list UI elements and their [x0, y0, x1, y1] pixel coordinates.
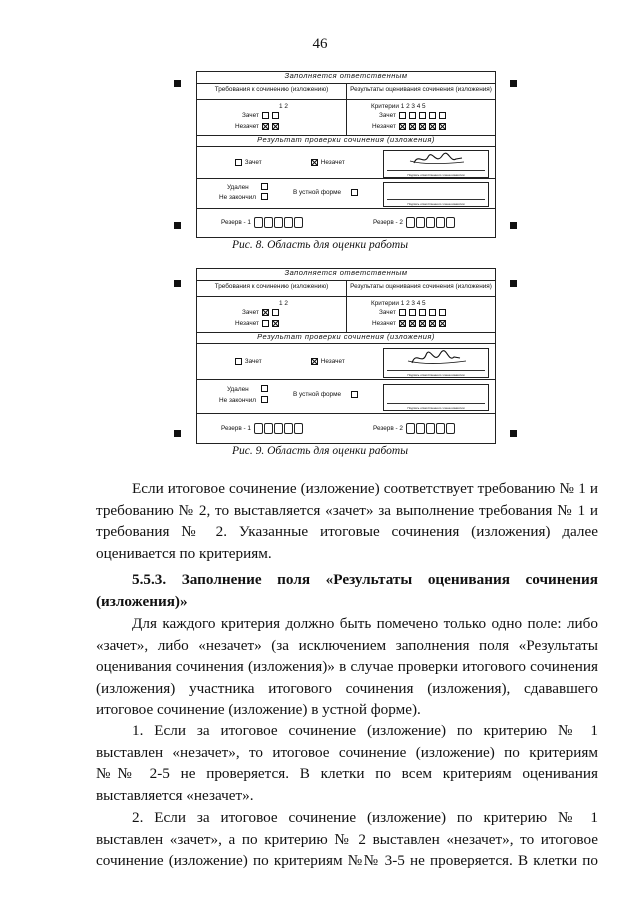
- checkbox[interactable]: [429, 112, 436, 119]
- text-line: (изложения) участника итогового сочинения (изложения), сдававшего: [96, 679, 598, 697]
- figure-8-assessment-area: [196, 71, 496, 238]
- text-line: требованию № 2, то выставляется «зачет» за выполнение требования № 1 и: [96, 501, 598, 519]
- signature-box[interactable]: [383, 348, 489, 378]
- signature-label: Подпись ответственного члена комиссии: [407, 405, 465, 410]
- text-line: итоговое сочинение (изложение) в устной форме).: [96, 701, 421, 718]
- checkbox[interactable]: [262, 320, 269, 327]
- text-line: оценивания сочинения (изложения)» в случае проверки итогового сочинения: [96, 658, 598, 675]
- checkbox[interactable]: [261, 183, 268, 190]
- reserve-cell[interactable]: [436, 217, 445, 228]
- signature-label: Подпись ответственного члена комиссии: [407, 172, 465, 177]
- header-row: [197, 72, 495, 84]
- figure-9-assessment-area: [196, 268, 496, 444]
- checkbox-checked[interactable]: [262, 309, 269, 316]
- reserve2-label: Резерв - 2: [373, 425, 403, 433]
- nezachet-label: Незачет: [235, 123, 259, 131]
- result-nezachet-label: Незачет: [320, 159, 345, 167]
- signature-box[interactable]: [383, 182, 489, 207]
- registration-marker: [174, 222, 181, 229]
- reserve-cell[interactable]: [264, 217, 273, 228]
- reserve-cell[interactable]: [254, 217, 263, 228]
- nezachet-label: Незачет: [372, 123, 396, 131]
- figure-8-caption: Рис. 8. Область для оценки работы: [232, 239, 408, 251]
- checkbox[interactable]: [235, 159, 242, 166]
- page-number: 46: [312, 36, 328, 52]
- checkbox-checked[interactable]: [419, 123, 426, 130]
- heading-line: (изложения)»: [96, 592, 188, 610]
- result-zachet-label: Зачет: [244, 159, 262, 167]
- checkbox[interactable]: [439, 112, 446, 119]
- requirements-header: Требования к сочинению (изложению): [197, 281, 347, 296]
- signature-box[interactable]: [383, 384, 489, 411]
- checkbox[interactable]: [351, 391, 358, 398]
- registration-marker: [510, 80, 517, 87]
- reserve-cell[interactable]: [426, 423, 435, 434]
- results-header: Результаты оценивания сочинения (изложения): [350, 86, 492, 93]
- signature-scribble: [384, 349, 488, 369]
- reserve-cell[interactable]: [436, 423, 445, 434]
- criteria-numbers: 1 2 3 4 5: [400, 103, 426, 110]
- checkbox[interactable]: [429, 309, 436, 316]
- paragraph-one-field-rule: [96, 613, 598, 721]
- reserve-cell[interactable]: [284, 217, 293, 228]
- signature-label: Подпись ответственного члена комиссии: [407, 201, 465, 206]
- reserve-cell[interactable]: [426, 217, 435, 228]
- removed-label: Удален: [227, 184, 249, 191]
- text-line: выставлен «зачет», а по критерию № 2 выставлен «незачет», то итоговое: [96, 830, 598, 848]
- checkbox-checked[interactable]: [311, 159, 318, 166]
- checkbox-checked[interactable]: [439, 123, 446, 130]
- criteria-label: Критерии: [371, 103, 399, 110]
- reserve2-label: Резерв - 2: [373, 219, 403, 227]
- checkbox[interactable]: [261, 396, 268, 403]
- checkbox[interactable]: [399, 309, 406, 316]
- zachet-label: Зачет: [379, 112, 396, 120]
- registration-marker: [510, 430, 517, 437]
- registration-marker: [174, 430, 181, 437]
- signature-line: [387, 403, 485, 404]
- reserve1-label: Резерв - 1: [221, 219, 251, 227]
- requirements-header: Требования к сочинению (изложению): [197, 84, 347, 99]
- check-result-header: Результат проверки сочинения (изложения): [257, 332, 435, 341]
- reserve-cell[interactable]: [274, 217, 283, 228]
- checkbox-checked[interactable]: [272, 123, 279, 130]
- reserve1-label: Резерв - 1: [221, 425, 251, 433]
- text-line: 1. Если за итоговое сочинение (изложение) по критерию № 1: [132, 722, 598, 739]
- text-line: выставляется «незачет».: [96, 786, 254, 804]
- reserve-cell[interactable]: [406, 423, 415, 434]
- checkbox[interactable]: [419, 112, 426, 119]
- checkbox-checked[interactable]: [409, 123, 416, 130]
- reserve-cell[interactable]: [254, 423, 263, 434]
- responsible-header: Заполняется ответственным: [284, 268, 408, 277]
- checkbox-checked[interactable]: [262, 123, 269, 130]
- signature-line: [387, 199, 485, 200]
- reserve-cell[interactable]: [294, 217, 303, 228]
- checkbox-checked[interactable]: [429, 123, 436, 130]
- checkbox[interactable]: [419, 309, 426, 316]
- checkbox[interactable]: [409, 112, 416, 119]
- registration-marker: [510, 222, 517, 229]
- results-header: Результаты оценивания сочинения (изложения): [350, 283, 492, 290]
- reserve-cell[interactable]: [264, 423, 273, 434]
- checkbox-checked[interactable]: [399, 320, 406, 327]
- removed-label: Удален: [227, 386, 249, 393]
- reserve-cell[interactable]: [416, 423, 425, 434]
- checkbox[interactable]: [439, 309, 446, 316]
- checkbox[interactable]: [399, 112, 406, 119]
- signature-line: [387, 370, 485, 371]
- checkbox[interactable]: [351, 189, 358, 196]
- checkbox-checked[interactable]: [272, 320, 279, 327]
- checkbox-checked[interactable]: [399, 123, 406, 130]
- requirement-numbers: 1 2: [279, 103, 288, 110]
- checkbox-checked[interactable]: [419, 320, 426, 327]
- paragraph-rule-2: [96, 807, 598, 872]
- checkbox[interactable]: [272, 309, 279, 316]
- reserve-cell[interactable]: [284, 423, 293, 434]
- registration-marker: [174, 280, 181, 287]
- checkbox-checked[interactable]: [311, 358, 318, 365]
- text-line: 2. Если за итоговое сочинение (изложение) по критерию № 1: [132, 809, 598, 826]
- section-heading: [96, 569, 598, 612]
- responsible-header: Заполняется ответственным: [284, 71, 408, 80]
- nezachet-label: Незачет: [372, 320, 396, 328]
- signature-box[interactable]: [383, 150, 489, 178]
- oral-form-label: В устной форме: [293, 189, 342, 197]
- reserve-cell[interactable]: [406, 217, 415, 228]
- oral-form-label: В устной форме: [293, 391, 342, 399]
- criteria-numbers: 1 2 3 4 5: [400, 300, 426, 307]
- paragraph-rule-1: [96, 720, 598, 806]
- requirement-numbers: 1 2: [279, 300, 288, 307]
- paragraph-criteria-intro: [96, 478, 598, 564]
- checkbox[interactable]: [261, 193, 268, 200]
- text-line: Если итоговое сочинение (изложение) соответствует требованию № 1 и: [132, 480, 598, 497]
- signature-line: [387, 170, 485, 171]
- check-result-header: Результат проверки сочинения (изложения): [257, 135, 435, 144]
- result-nezachet-label: Незачет: [320, 358, 345, 366]
- text-line: Для каждого критерия должно быть помечено только одно поле: либо: [132, 615, 598, 632]
- text-line: сочинение (изложение) по критериям №№ 3-5 не проверяется. В клетки по: [96, 852, 598, 869]
- signature-scribble: [384, 151, 488, 169]
- reserve-cell[interactable]: [416, 217, 425, 228]
- reserve-cell[interactable]: [446, 423, 455, 434]
- criteria-label: Критерии: [371, 300, 399, 307]
- checkbox[interactable]: [235, 358, 242, 365]
- heading-line: 5.5.3. Заполнение поля «Результаты оценивания сочинения: [132, 571, 598, 588]
- checkbox[interactable]: [272, 112, 279, 119]
- checkbox-checked[interactable]: [439, 320, 446, 327]
- text-line: требования № 2. Указанные итоговые сочинения (изложения) далее: [96, 523, 598, 540]
- checkbox[interactable]: [409, 309, 416, 316]
- zachet-label: Зачет: [379, 309, 396, 317]
- nezachet-label: Незачет: [235, 320, 259, 328]
- not-completed-label: Не закончил: [219, 194, 257, 201]
- zachet-label: Зачет: [242, 112, 259, 120]
- registration-marker: [174, 80, 181, 87]
- text-line: выставлен «незачет», то итоговое сочинение (изложение) по критериям: [96, 743, 598, 761]
- reserve-cell[interactable]: [446, 217, 455, 228]
- signature-label: Подпись ответственного члена комиссии: [407, 372, 465, 377]
- result-zachet-label: Зачет: [244, 358, 262, 366]
- registration-marker: [510, 280, 517, 287]
- figure-9-caption: Рис. 9. Область для оценки работы: [232, 445, 408, 457]
- text-line: оценивается по критериям.: [96, 544, 272, 562]
- checkbox[interactable]: [261, 385, 268, 392]
- text-line: «зачет», либо «незачет» (за исключением заполнения поля «Результаты: [96, 636, 598, 654]
- reserve-cell[interactable]: [294, 423, 303, 434]
- not-completed-label: Не закончил: [219, 397, 257, 404]
- zachet-label: Зачет: [242, 309, 259, 317]
- checkbox-checked[interactable]: [409, 320, 416, 327]
- text-line: №№ 2-5 не проверяется. В клетки по всем критериям оценивания: [96, 765, 598, 782]
- checkbox-checked[interactable]: [429, 320, 436, 327]
- checkbox[interactable]: [262, 112, 269, 119]
- reserve-cell[interactable]: [274, 423, 283, 434]
